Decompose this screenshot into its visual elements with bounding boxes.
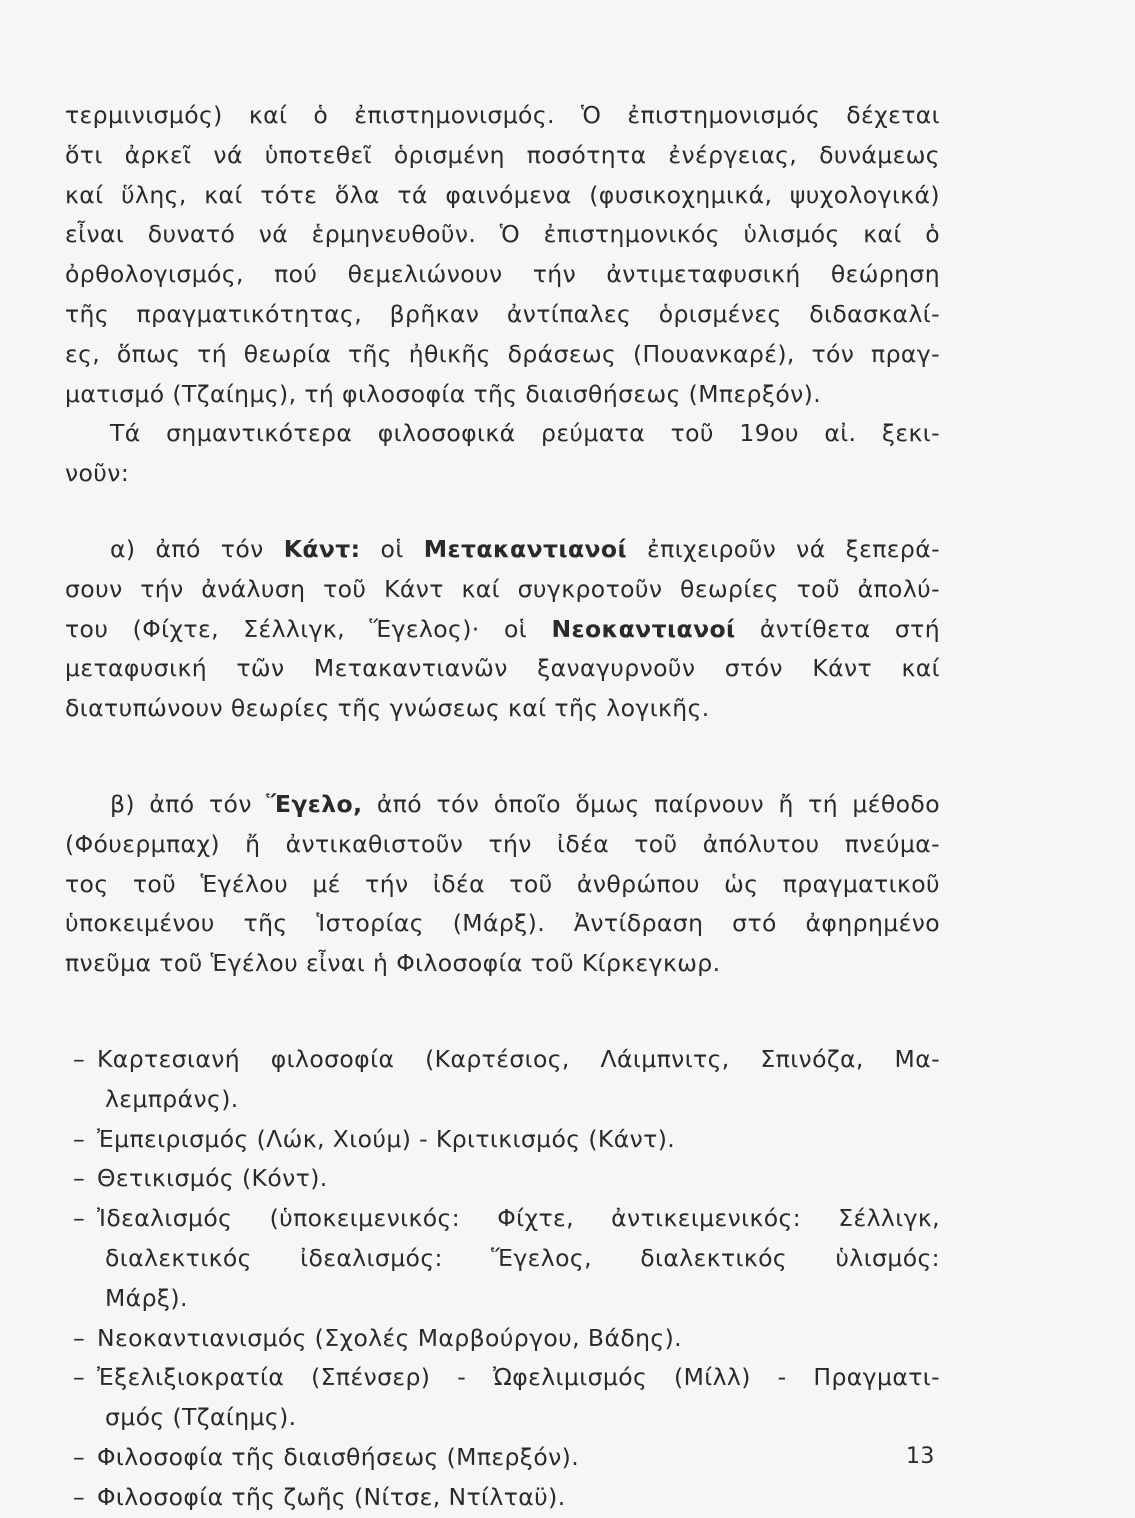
list-item-text: Φιλοσοφία τῆς ζωῆς (Νίτσε, Ντίλταϋ). [97,1482,566,1511]
keyword-neokantians: Νεοκαντιανοί [551,614,736,643]
list-dash: – [73,1482,86,1511]
list-item-text: Θετικισμός (Κόντ). [97,1164,328,1193]
text-span: του (Φίχτε, Σέλλιγκ, Ἕγελος)· οἱ [65,614,552,643]
list-item-text: Φιλοσοφία τῆς διαισθήσεως (Μπερξόν). [97,1442,580,1471]
text-span: οἱ [360,534,424,563]
list-item-text: Νεοκαντιανισμός (Σχολές Μαρβούργου, Βάδης). [97,1323,683,1352]
list-item [65,1358,940,1398]
text-span: ἀντίθετα στή [735,614,941,643]
hegel-line [65,785,940,825]
list-item-continuation: σμός (Τζαίημς). [105,1403,297,1432]
body-line: τῆς πραγματικότητας, βρῆκαν ἀντίπαλες ὁρισμένες διδασκαλί- [65,299,940,328]
hegel-line: ὑποκειμένου τῆς Ἱστορίας (Μάρξ). Ἀντίδραση στό ἀφηρημένο [65,909,940,938]
hegel-line: (Φόυερμπαχ) ἤ ἀντικαθιστοῦν τήν ἰδέα τοῦ ἀπόλυτου πνεύμα- [65,829,940,858]
body-line: εἶναι δυνατό νά ἑρμηνευθοῦν. Ὁ ἐπιστημονικός ὑλισμός καί ὁ [65,220,940,249]
list-dash: – [73,1323,86,1352]
list-item [65,1438,940,1478]
list-item [65,1120,940,1160]
hegel-line: τος τοῦ Ἑγέλου μέ τήν ἰδέα τοῦ ἀνθρώπου ὡς πραγματικοῦ [65,869,940,898]
list-dash: – [73,1164,86,1193]
kant-line: μεταφυσική τῶν Μετακαντιανῶν ξαναγυρνοῦν στόν Κάντ καί [65,654,940,683]
kant-line: διατυπώνουν θεωρίες τῆς γνώσεως καί τῆς λογικῆς. [65,694,710,723]
text-span: α) ἀπό τόν [110,534,284,563]
philosophy-list [65,1040,940,1518]
list-item [65,1319,940,1359]
body-line: ὅτι ἀρκεῖ νά ὑποτεθεῖ ὁρισμένη ποσότητα ἐνέργειας, δυνάμεως [65,140,940,169]
keyword-hegel: Ἕγελο, [266,789,363,818]
kant-line: σουν τήν ἀνάλυση τοῦ Κάντ καί συγκροτοῦν θεωρίες τοῦ ἀπολύ- [65,574,940,603]
list-dash: – [73,1204,86,1233]
body-line: ματισμό (Τζαίημς), τή φιλοσοφία τῆς διαισθήσεως (Μπερξόν). [65,379,822,408]
kant-line [65,610,940,650]
list-item-continuation: διαλεκτικός ἰδεαλισμός: Ἕγελος, διαλεκτικός ὑλισμός: [105,1243,940,1272]
body-line: Τά σημαντικότερα φιλοσοφικά ρεύματα τοῦ 19ου αἰ. ξεκι- [110,419,940,448]
keyword-metakantians: Μετακαντιανοί [423,534,627,563]
list-dash: – [73,1044,86,1073]
list-dash: – [73,1124,86,1153]
body-line: τερμινισμός) καί ὁ ἐπιστημονισμός. Ὁ ἐπιστημονισμός δέχεται [65,101,940,129]
keyword-kant: Κάντ: [283,534,361,563]
body-line: καί ὕλης, καί τότε ὅλα τά φαινόμενα (φυσικοχημικά, ψυχολογικά) [65,180,940,209]
page-body [65,96,940,1518]
body-line: ὀρθολογισμός, πού θεμελιώνουν τήν ἀντιμεταφυσική θεώρηση [65,260,940,289]
list-item-continuation: λεμπράνς). [105,1084,239,1113]
list-item-continuation: Μάρξ). [105,1283,188,1312]
list-item-text: Ἐξελιξιοκρατία (Σπένσερ) - Ὠφελιμισμός (Μίλλ) - Πραγματι- [97,1363,940,1392]
body-line: ες, ὅπως τή θεωρία τῆς ἠθικῆς δράσεως (Πουανκαρέ), τόν πραγ- [65,339,940,368]
list-item-text: Καρτεσιανή φιλοσοφία (Καρτέσιος, Λάιμπνιτς, Σπινόζα, Μα- [97,1044,940,1073]
list-dash: – [73,1442,86,1471]
text-span: ἀπό τόν ὁποῖο ὅμως παίρνουν ἤ τή μέθοδο [362,789,940,818]
body-line: νοῦν: [65,459,130,488]
list-item [65,1040,940,1080]
text-span: β) ἀπό τόν [110,789,267,818]
list-item [65,1199,940,1239]
list-item [65,1159,940,1199]
kant-line [65,530,940,570]
page-number: 13 [906,1444,935,1469]
list-dash: – [73,1363,86,1392]
list-item-text: Ἐμπειρισμός (Λώκ, Χιούμ) - Κριτικισμός (Κάντ). [97,1124,676,1153]
hegel-line: πνεῦμα τοῦ Ἑγέλου εἶναι ἡ Φιλοσοφία τοῦ Κίρκεγκωρ. [65,949,721,978]
list-item-text: Ἰδεαλισμός (ὑποκειμενικός: Φίχτε, ἀντικειμενικός: Σέλλιγκ, [97,1204,940,1233]
text-span: ἐπιχειροῦν νά ξεπερά- [627,534,940,563]
list-item [65,1478,940,1518]
